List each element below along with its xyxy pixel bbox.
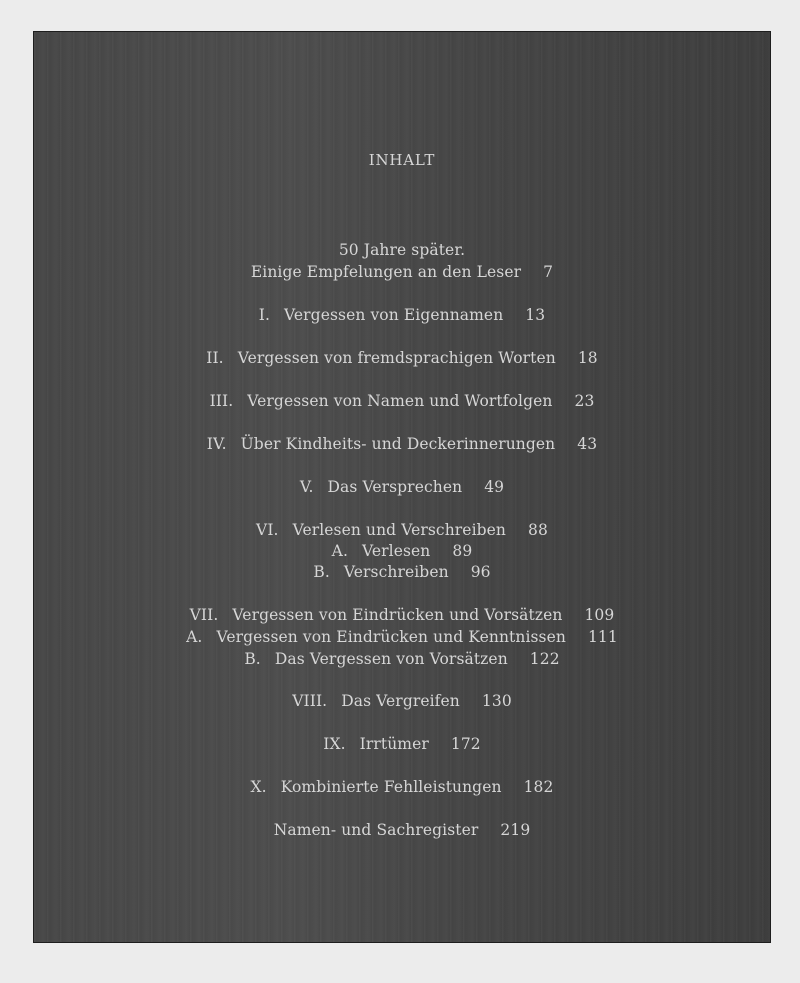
entry-number: VI. <box>256 521 279 539</box>
entry-page: 172 <box>450 735 481 753</box>
page-title: INHALT <box>368 151 436 169</box>
entry-number: X. <box>250 778 267 796</box>
toc-entry-8 <box>34 691 770 711</box>
toc-subentry-6b <box>34 562 770 582</box>
toc-entry-3 <box>34 391 770 411</box>
entry-number: VIII. <box>292 692 328 710</box>
entry-text: Das Vergessen von Vorsätzen <box>274 650 508 668</box>
entry-page: 111 <box>587 628 618 646</box>
book-page <box>33 31 771 943</box>
entry-text: Vergessen von fremdsprachigen Worten <box>237 349 556 367</box>
toc-entry-9 <box>34 734 770 754</box>
toc-subentry-7a <box>34 627 770 647</box>
toc-entry-6 <box>34 520 770 540</box>
entry-text: Verschreiben <box>343 563 449 581</box>
entry-text: Vergessen von Eigennamen <box>284 306 504 324</box>
entry-page: 43 <box>577 435 598 453</box>
entry-number: I. <box>258 306 271 324</box>
toc-entry-7 <box>34 605 770 625</box>
entry-text: Das Vergreifen <box>341 692 460 710</box>
entry-page: 109 <box>584 606 615 624</box>
entry-text: Vergessen von Eindrücken und Kenntnissen <box>216 628 566 646</box>
entry-text: Verlesen und Verschreiben <box>292 521 507 539</box>
toc-entry-4 <box>34 434 770 454</box>
intro-page: 7 <box>543 263 554 281</box>
toc-index-entry <box>34 820 770 840</box>
entry-page: 130 <box>481 692 512 710</box>
entry-number: IX. <box>323 735 346 753</box>
entry-text: Verlesen <box>361 542 431 560</box>
toc-entry-2 <box>34 348 770 368</box>
toc-entry-5 <box>34 477 770 497</box>
entry-page: 88 <box>528 521 548 539</box>
entry-text: Vergessen von Eindrücken und Vorsätzen <box>232 606 563 624</box>
entry-page: 182 <box>523 778 554 796</box>
entry-text: Vergessen von Namen und Wortfolgen <box>247 392 553 410</box>
toc-entry-1 <box>34 305 770 325</box>
toc-subentry-6a <box>34 541 770 561</box>
entry-number: A. <box>186 628 203 646</box>
entry-number: IV. <box>206 435 227 453</box>
entry-number: II. <box>206 349 224 367</box>
entry-page: 96 <box>470 563 491 581</box>
entry-page: 219 <box>500 821 531 839</box>
toc-subentry-7b <box>34 649 770 669</box>
entry-number: B. <box>244 650 261 668</box>
entry-text: Namen- und Sachregister <box>273 821 479 839</box>
intro-line-1 <box>34 240 770 260</box>
intro-line-2 <box>34 262 770 282</box>
entry-number: A. <box>331 542 348 560</box>
entry-page: 23 <box>574 392 595 410</box>
entry-page: 18 <box>577 349 598 367</box>
entry-text: Das Versprechen <box>327 478 463 496</box>
entry-text: Über Kindheits- und Deckerinnerungen <box>240 435 556 453</box>
entry-text: Irrtümer <box>359 735 429 753</box>
entry-page: 89 <box>452 542 473 560</box>
entry-number: III. <box>209 392 234 410</box>
entry-number: B. <box>313 563 330 581</box>
entry-text: Kombinierte Fehlleistungen <box>280 778 502 796</box>
toc-entry-10 <box>34 777 770 797</box>
entry-page: 122 <box>529 650 560 668</box>
entry-number: V. <box>299 478 314 496</box>
entry-page: 13 <box>525 306 546 324</box>
entry-page: 49 <box>484 478 505 496</box>
intro-heading: 50 Jahre später. <box>338 241 466 259</box>
intro-text: Einige Empfelungen an den Leser <box>250 263 522 281</box>
entry-number: VII. <box>189 606 219 624</box>
